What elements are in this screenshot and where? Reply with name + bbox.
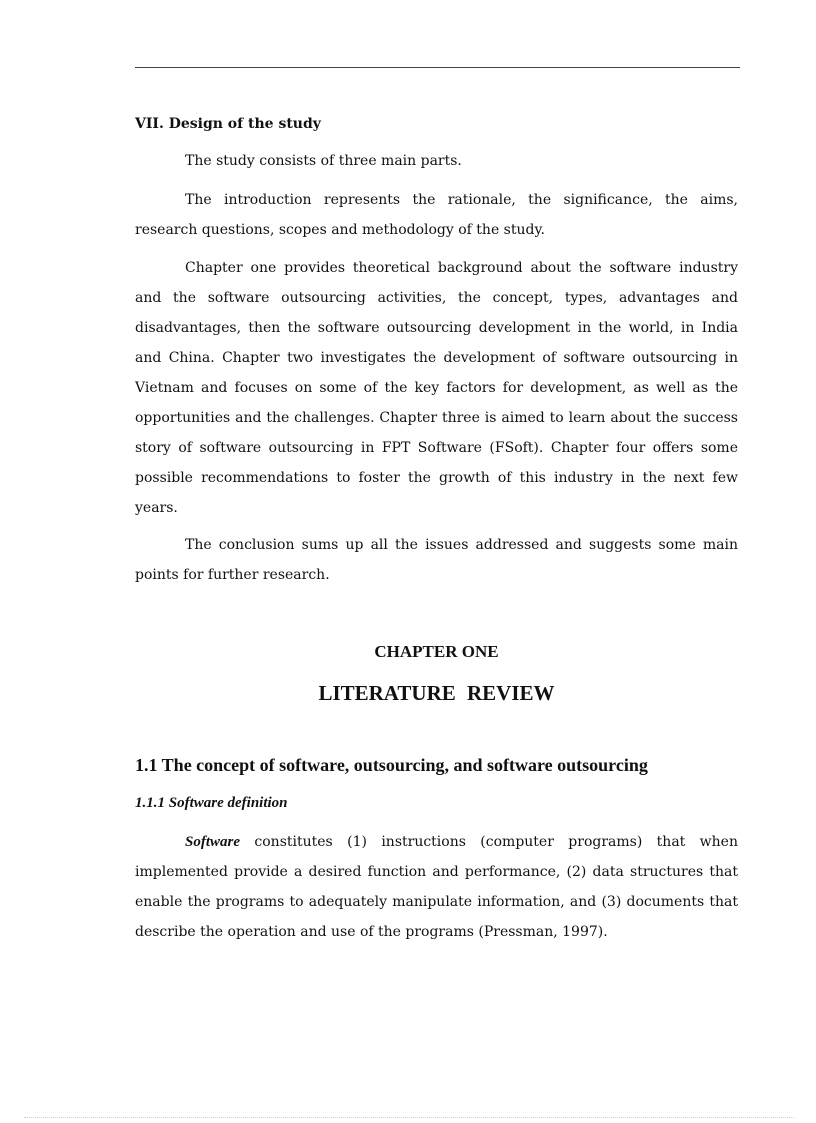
paragraph-conclusion: The conclusion sums up all the issues addressed and suggests some main points for further research. xyxy=(135,537,738,583)
header-rule xyxy=(135,67,740,68)
definition-text: constitutes (1) instructions (computer programs) that when implemented provide a desired function and performance, (2) data structures that enable the programs to adequately manipulate information, and (3) documents that describe the operation and use of the programs (Pressman, 1997). xyxy=(135,834,738,940)
defined-term: Software xyxy=(185,834,241,850)
paragraph-introduction: The introduction represents the rationale, the significance, the aims, research questions, scopes and methodology of the study. xyxy=(135,192,738,238)
page-bottom-border xyxy=(24,1117,794,1118)
paragraph-overview: The study consists of three main parts. xyxy=(185,153,462,169)
section-heading: VII. Design of the study xyxy=(135,116,321,132)
chapter-title: LITERATURE REVIEW xyxy=(318,681,555,705)
subsection-heading: 1.1 The concept of software, outsourcing, and software outsourcing xyxy=(135,755,648,775)
paragraph-software-definition xyxy=(135,827,738,947)
chapter-label: CHAPTER ONE xyxy=(374,642,499,661)
paragraph-chapters: Chapter one provides theoretical background about the software industry and the software outsourcing activities, the concept, types, advantages and disadvantages, then the software outsourcing development in the world, in India and China. Chapter two investigates the development of software outsourcing in Vietnam and focuses on some of the key factors for development, as well as the opportunities and the challenges. Chapter three is aimed to learn about the success story of software outsourcing in FPT Software (FSoft). Chapter four offers some possible recommendations to foster the growth of this industry in the next few years. xyxy=(135,260,738,516)
subsubsection-heading: 1.1.1 Software definition xyxy=(135,795,288,811)
